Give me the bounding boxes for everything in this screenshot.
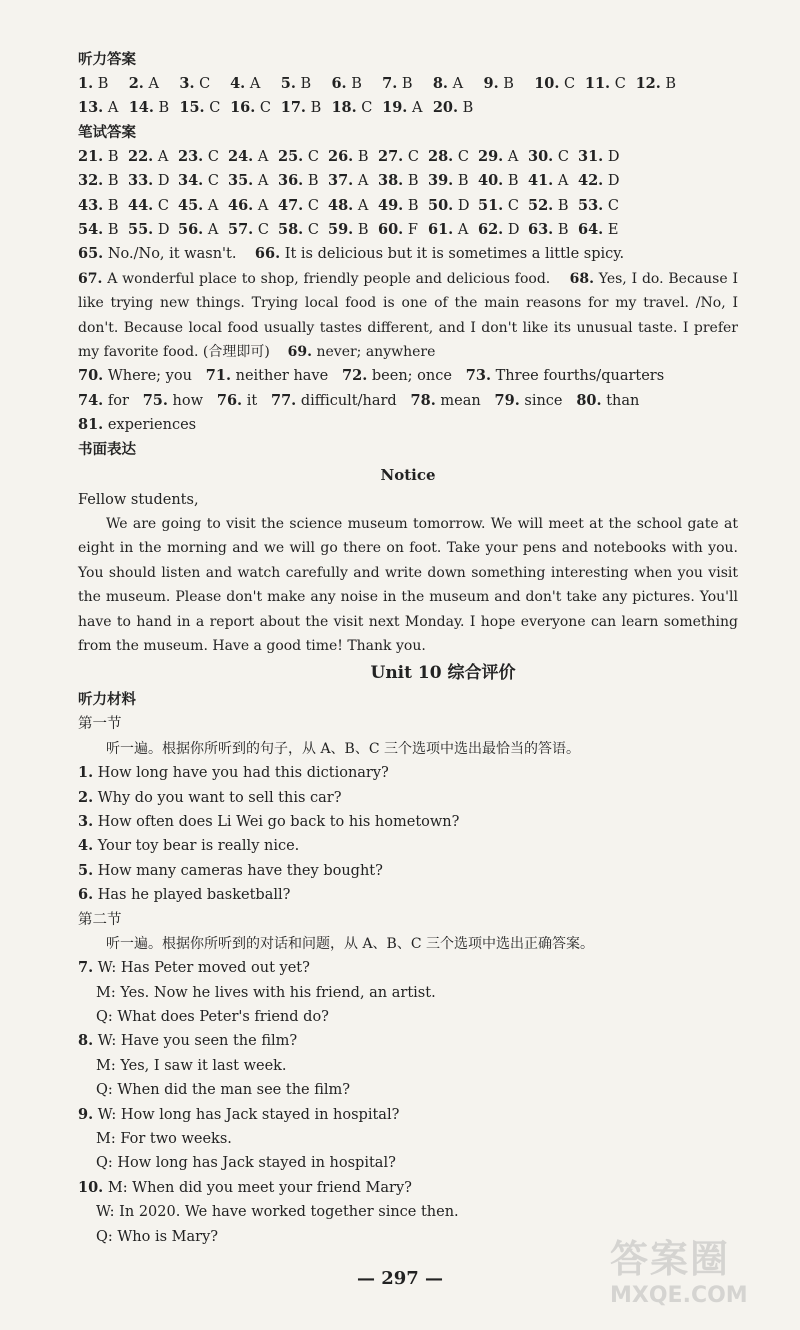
q65-answer: No./No, it wasn't. <box>103 246 255 263</box>
fill-answer: than <box>606 392 640 409</box>
answer-item <box>578 145 628 169</box>
written-answers-row <box>78 169 738 193</box>
q67-answer: A wonderful place to shop, friendly people and delicious food. <box>102 270 570 287</box>
q66-answer: It is delicious but it is sometimes a little spicy. <box>280 246 625 263</box>
listening-material-heading: 听力材料 <box>78 692 136 709</box>
answer-item <box>636 72 687 96</box>
question-number: 57. <box>228 220 254 238</box>
question-number: 40. <box>478 172 504 190</box>
q69-number: 69. <box>287 343 313 360</box>
question-number: 76. <box>216 391 243 409</box>
answer-item <box>128 194 178 218</box>
question-number: 51. <box>478 196 504 214</box>
answer-choice: C <box>614 76 626 92</box>
q67-number: 67. <box>78 270 103 287</box>
question-text: How many cameras have they bought? <box>93 862 383 879</box>
answer-choice: C <box>457 148 469 165</box>
answer-choice: A <box>107 100 119 117</box>
question-number: 23. <box>178 147 204 165</box>
answer-choice: D <box>457 197 470 214</box>
answer-choice: A <box>457 221 469 238</box>
answer-item <box>528 169 578 193</box>
q65-number: 65. <box>78 245 104 263</box>
answer-choice: A <box>257 173 269 190</box>
notice-title: Notice <box>380 465 436 484</box>
fill-answer: how <box>172 392 204 409</box>
question-number: 7. <box>382 75 398 92</box>
question-number: 5. <box>78 861 94 879</box>
question-number: 33. <box>128 172 154 190</box>
answer-item <box>278 194 328 218</box>
answer-choice: B <box>107 197 119 214</box>
answer-item <box>78 96 129 120</box>
dialogue-line-2: M: For two weeks. <box>96 1131 232 1148</box>
answer-item <box>478 194 528 218</box>
listening-question <box>78 761 738 785</box>
question-number: 20. <box>432 99 459 117</box>
question-number: 8. <box>432 75 448 92</box>
answer-choice: E <box>607 221 619 238</box>
question-number: 39. <box>428 172 454 190</box>
answer-item <box>281 72 332 96</box>
question-number: 10. <box>78 1178 104 1196</box>
notice-body: We are going to visit the science museum tomorrow. We will meet at the school gate at eight in the morning and we will go there on foot. Take your pens and notebooks with you. You should listen and watch carefully and write down something interesting when you visit the museum. Please don't make any noise in the museum and don't take any pictures. You'll have to hand in a report about the visit next Monday. I hope everyone can learn something from the museum. Have a good time! Thank you. <box>78 515 738 654</box>
question-number: 50. <box>428 196 454 214</box>
dialogue-question: Q: How long has Jack stayed in hospital? <box>96 1155 396 1172</box>
answer-item <box>278 169 328 193</box>
question-number: 41. <box>528 172 554 190</box>
question-number: 6. <box>78 886 94 904</box>
question-number: 37. <box>328 172 354 190</box>
answer-choice: A <box>207 221 219 238</box>
answer-item <box>228 145 278 169</box>
answer-choice: B <box>107 173 119 190</box>
answer-item <box>382 72 433 96</box>
answer-item <box>78 72 129 96</box>
unit-10-title: Unit 10 综合评价 <box>370 663 516 684</box>
answer-item <box>484 72 535 96</box>
question-text: Your toy bear is really nice. <box>93 838 300 855</box>
answer-item <box>585 72 636 96</box>
answer-65-66 <box>78 242 738 266</box>
answer-choice: B <box>300 76 312 92</box>
answer-choice: A <box>557 173 569 190</box>
fill-answer: Three fourths/quarters <box>495 368 665 385</box>
answer-choice: B <box>557 197 569 214</box>
answer-choice: C <box>407 148 419 165</box>
answer-item <box>228 218 278 242</box>
question-number: 1. <box>78 764 94 782</box>
question-number: 21. <box>78 147 104 165</box>
question-number: 71. <box>205 367 231 385</box>
answer-choice: A <box>507 148 519 165</box>
answer-item <box>331 96 382 120</box>
answer-choice: B <box>503 76 514 92</box>
question-number: 27. <box>378 147 404 165</box>
answer-choice: B <box>665 76 677 92</box>
answer-choice: B <box>407 173 419 190</box>
answer-choice: B <box>457 173 469 190</box>
page-number: — 297 — <box>356 1268 444 1289</box>
answer-choice: C <box>557 148 569 165</box>
listening-question <box>78 883 738 907</box>
answer-item <box>129 72 180 96</box>
answer-item <box>78 169 128 193</box>
dialogue-line-1 <box>78 1029 738 1053</box>
answer-81 <box>78 413 738 437</box>
fill-answer: mean <box>440 392 481 409</box>
question-number: 34. <box>178 172 204 190</box>
question-number: 25. <box>278 147 304 165</box>
answer-item <box>228 194 278 218</box>
answer-item <box>178 194 228 218</box>
question-number: 47. <box>278 196 304 214</box>
question-number: 4. <box>230 75 246 92</box>
question-number: 75. <box>142 391 168 409</box>
question-number: 62. <box>478 220 504 238</box>
answer-choice: A <box>411 100 423 117</box>
answer-choice: B <box>401 76 413 92</box>
answer-choice: A <box>452 76 464 92</box>
answer-choice: F <box>407 221 418 238</box>
q68-answer: Yes, I do. Because I like trying new things. Trying local food is one of the main reasons for my travel. /No, I don't. Because local food usually tastes different, and I don't like its unusual taste. I prefer my favorite food. (合理即可) <box>78 270 743 360</box>
fill-answer: neither have <box>235 368 329 385</box>
answer-choice: B <box>107 221 119 238</box>
question-number: 61. <box>428 220 454 238</box>
written-answers-row <box>78 218 738 242</box>
answer-item <box>178 218 228 242</box>
answer-item <box>178 169 228 193</box>
answer-item <box>578 169 628 193</box>
answer-item <box>378 145 428 169</box>
question-number: 55. <box>128 220 154 238</box>
answer-choice: A <box>257 197 269 214</box>
answer-item <box>78 218 128 242</box>
q68-number: 68. <box>569 270 594 287</box>
question-number: 36. <box>278 172 304 190</box>
answer-item <box>478 145 528 169</box>
answer-item <box>528 194 578 218</box>
answer-choice: C <box>257 221 269 238</box>
answer-choice: B <box>557 221 569 238</box>
answer-item <box>428 145 478 169</box>
dialogue-line-1 <box>78 956 738 980</box>
question-number: 6. <box>331 75 347 92</box>
question-number: 38. <box>378 172 404 190</box>
question-number: 5. <box>280 75 296 92</box>
dialogue-line-2: M: Yes. Now he lives with his friend, an artist. <box>96 984 436 1001</box>
question-number: 9. <box>78 1105 94 1123</box>
answer-item <box>278 218 328 242</box>
answer-item <box>478 169 528 193</box>
question-number: 22. <box>128 147 154 165</box>
answer-item <box>433 96 484 120</box>
answer-choice: D <box>157 173 170 190</box>
answer-item <box>281 96 332 120</box>
answer-choice: B <box>507 173 519 190</box>
answer-item <box>328 145 378 169</box>
question-number: 44. <box>128 196 154 214</box>
question-number: 2. <box>78 788 94 806</box>
fill-answer: difficult/hard <box>300 392 397 409</box>
watermark-bottom: MXQE.COM <box>610 1283 748 1308</box>
answer-item <box>128 145 178 169</box>
answer-choice: A <box>157 148 169 165</box>
q81-answer: experiences <box>103 417 197 434</box>
question-number: 53. <box>578 196 604 214</box>
question-number: 1. <box>78 75 94 92</box>
question-number: 7. <box>78 959 94 977</box>
fill-answer: it <box>246 392 258 409</box>
answer-item <box>578 218 628 242</box>
writing-heading: 书面表达 <box>78 441 136 458</box>
question-number: 17. <box>280 99 306 117</box>
q69-answer: never; anywhere <box>312 343 436 360</box>
question-number: 24. <box>228 147 254 165</box>
answer-item <box>179 72 230 96</box>
answer-item <box>433 72 484 96</box>
question-number: 9. <box>483 75 499 92</box>
answer-item <box>528 145 578 169</box>
answer-choice: C <box>157 197 169 214</box>
dialogue-question: Q: Who is Mary? <box>96 1228 219 1245</box>
q81-number: 81. <box>78 416 104 434</box>
notice-salutation: Fellow students, <box>78 491 199 508</box>
question-number: 28. <box>428 147 454 165</box>
question-number: 59. <box>328 220 354 238</box>
answer-choice: B <box>107 148 119 165</box>
question-number: 72. <box>342 367 368 385</box>
question-number: 63. <box>528 220 554 238</box>
section-2-label: 第二节 <box>78 911 122 928</box>
question-number: 10. <box>534 75 560 92</box>
question-number: 42. <box>578 172 604 190</box>
question-number: 56. <box>178 220 204 238</box>
question-text: How long have you had this dictionary? <box>93 765 389 782</box>
answer-item <box>230 96 281 120</box>
answer-choice: D <box>607 148 620 165</box>
question-text: Why do you want to sell this car? <box>93 789 342 806</box>
answer-choice: C <box>307 221 319 238</box>
answer-choice: B <box>97 76 109 92</box>
dialogue-text: M: When did you meet your friend Mary? <box>103 1179 412 1196</box>
answer-item <box>382 96 433 120</box>
question-number: 3. <box>179 75 195 92</box>
answer-choice: A <box>249 76 261 92</box>
answer-choice: B <box>310 100 322 117</box>
dialogue-text: W: How long has Jack stayed in hospital? <box>93 1106 400 1123</box>
question-text: Has he played basketball? <box>93 887 291 904</box>
answers-70-73 <box>78 364 738 388</box>
question-number: 35. <box>228 172 254 190</box>
answer-choice: C <box>207 148 219 165</box>
q66-number: 66. <box>254 245 281 263</box>
answers-74-80 <box>78 389 738 413</box>
fill-answer: Where; you <box>107 368 192 385</box>
answer-choice: C <box>307 197 319 214</box>
question-number: 11. <box>584 75 611 92</box>
question-number: 18. <box>331 99 357 117</box>
written-answers-heading: 笔试答案 <box>78 124 136 141</box>
written-answers-row <box>78 194 738 218</box>
answer-choice: C <box>199 76 211 92</box>
question-number: 8. <box>78 1032 94 1050</box>
answer-choice: C <box>361 100 373 117</box>
answer-item <box>78 194 128 218</box>
question-number: 46. <box>228 196 254 214</box>
question-number: 13. <box>78 99 104 117</box>
answer-item <box>230 72 281 96</box>
listening-answers-heading: 听力答案 <box>78 52 136 68</box>
answer-choice: A <box>257 148 269 165</box>
question-number: 32. <box>78 172 104 190</box>
question-number: 26. <box>328 147 354 165</box>
answer-item <box>228 169 278 193</box>
question-number: 14. <box>128 99 154 117</box>
question-number: 3. <box>78 812 94 830</box>
question-number: 80. <box>576 391 602 409</box>
question-number: 31. <box>578 147 604 165</box>
dialogue-text: W: Has Peter moved out yet? <box>93 960 310 977</box>
answer-choice: D <box>507 221 520 238</box>
answer-item <box>278 145 328 169</box>
fill-answer: for <box>107 392 129 409</box>
written-answers-grid <box>78 145 738 243</box>
answer-item <box>528 218 578 242</box>
dialogue-line-1 <box>78 1103 738 1127</box>
answer-choice: A <box>148 76 159 92</box>
answer-item <box>78 145 128 169</box>
answer-item <box>128 218 178 242</box>
listening-question <box>78 859 738 883</box>
answer-67-69 <box>78 267 743 365</box>
question-number: 2. <box>128 75 144 92</box>
answer-choice: C <box>564 76 576 92</box>
question-number: 29. <box>478 147 504 165</box>
answer-choice: C <box>607 197 619 214</box>
answer-choice: B <box>351 76 362 92</box>
answer-choice: C <box>307 148 319 165</box>
answer-choice: A <box>207 197 219 214</box>
dialogue-question: Q: What does Peter's friend do? <box>96 1009 329 1026</box>
question-number: 74. <box>78 391 104 409</box>
section-2-dialogues <box>78 956 738 1249</box>
listening-answers-row-2 <box>78 96 738 120</box>
question-number: 30. <box>528 147 554 165</box>
listening-question <box>78 786 738 810</box>
question-number: 54. <box>78 220 104 238</box>
answer-choice: D <box>157 221 170 238</box>
question-number: 4. <box>78 837 94 855</box>
section-1-questions <box>78 761 738 907</box>
answer-page <box>78 48 743 1249</box>
answer-choice: D <box>607 173 620 190</box>
answer-choice: C <box>259 100 272 117</box>
question-number: 73. <box>465 367 492 385</box>
question-number: 45. <box>178 196 204 214</box>
answer-item <box>428 169 478 193</box>
answer-item <box>378 218 428 242</box>
fill-answer: been; once <box>371 368 452 385</box>
question-number: 48. <box>328 196 354 214</box>
answer-choice: A <box>357 197 369 214</box>
answer-item <box>328 194 378 218</box>
answer-item <box>478 218 528 242</box>
written-answers-row <box>78 145 738 169</box>
fill-answer: since <box>524 392 563 409</box>
answer-choice: B <box>462 100 474 117</box>
watermark-top: 答案圈 <box>610 1237 731 1281</box>
question-number: 77. <box>271 391 297 409</box>
question-number: 64. <box>578 220 604 238</box>
answer-choice: B <box>357 148 369 165</box>
question-number: 79. <box>494 391 520 409</box>
question-number: 70. <box>78 367 104 385</box>
answer-item <box>378 194 428 218</box>
answer-choice: C <box>207 173 219 190</box>
answer-item <box>331 72 382 96</box>
answer-choice: C <box>507 197 519 214</box>
listening-question <box>78 834 738 858</box>
section-1-label: 第一节 <box>78 716 122 733</box>
answer-choice: B <box>407 197 419 214</box>
answer-item <box>328 218 378 242</box>
question-number: 78. <box>410 391 436 409</box>
question-number: 60. <box>378 220 404 238</box>
question-number: 58. <box>278 220 304 238</box>
answer-item <box>178 145 228 169</box>
question-number: 52. <box>528 196 554 214</box>
answer-item <box>428 218 478 242</box>
answer-item <box>378 169 428 193</box>
answer-item <box>534 72 585 96</box>
question-number: 12. <box>635 75 661 92</box>
question-text: How often does Li Wei go back to his hometown? <box>93 813 460 830</box>
dialogue-line-1 <box>78 1176 738 1200</box>
listening-answers-row-1 <box>78 72 738 96</box>
answer-item <box>128 169 178 193</box>
section-1-instruction: 听一遍。根据你所听到的句子，从 A、B、C 三个选项中选出最恰当的答语。 <box>106 740 581 757</box>
answer-item <box>129 96 180 120</box>
dialogue-line-2: M: Yes, I saw it last week. <box>96 1057 287 1074</box>
dialogue-text: W: Have you seen the film? <box>93 1033 298 1050</box>
dialogue-question: Q: When did the man see the film? <box>96 1082 351 1099</box>
question-number: 16. <box>230 99 256 117</box>
answer-item <box>428 194 478 218</box>
question-number: 49. <box>378 196 404 214</box>
answer-choice: C <box>209 100 221 117</box>
answer-item <box>578 194 628 218</box>
watermark-logo <box>610 1228 790 1323</box>
question-number: 15. <box>179 99 205 117</box>
answer-item <box>328 169 378 193</box>
answer-choice: B <box>357 221 369 238</box>
dialogue-line-2: W: In 2020. We have worked together since then. <box>96 1204 459 1221</box>
listening-question <box>78 810 738 834</box>
answer-item <box>179 96 230 120</box>
answer-choice: B <box>158 100 170 117</box>
question-number: 43. <box>78 196 104 214</box>
section-2-instruction: 听一遍。根据你所听到的对话和问题，从 A、B、C 三个选项中选出正确答案。 <box>106 935 595 952</box>
answer-choice: B <box>307 173 319 190</box>
answer-choice: A <box>357 173 369 190</box>
question-number: 19. <box>382 99 408 117</box>
